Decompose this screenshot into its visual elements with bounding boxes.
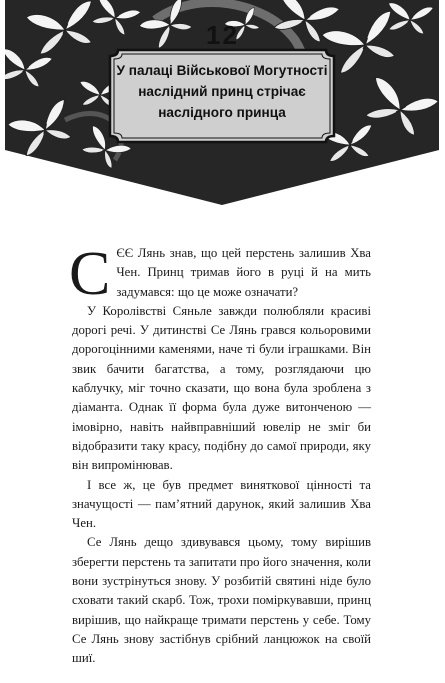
chapter-title <box>108 60 336 123</box>
chapter-title-plaque <box>108 48 336 144</box>
paragraph: І все ж, це був предмет виняткової цінності та значущості — пам’ятний дарунок, який залишив Хва Чен. <box>72 477 371 531</box>
paragraph <box>69 240 371 308</box>
chapter-number: 12 <box>206 20 239 50</box>
paragraph: У Королівстві Сяньле завжди полюбляли красиві дорогі речі. У дитинстві Се Лянь грався кольоровими дорогоцінними каменями, наче ті були іграшками. Він звик бачити багатства, а тому, розглядаючи цю каблучку, міг точно сказати, що вона була зроблена з діаманта. Однак її форма була дуже витонченою — імовірно, навіть найвправніший ювелір не зміг би відобразити таку красу, подібну до самої природи, яку він випромінював. <box>72 303 371 473</box>
chapter-title-line: У палаці Військової Могутності <box>116 63 328 78</box>
chapter-title-line: наслідний принц стрічає <box>138 84 306 99</box>
paragraph: Се Лянь дещо здивувався цьому, тому вирішив зберегти перстень та запитати про його значення, коли вони зустрінуться знову. У розбитій святині ніде було сховати такий скарб. Тож, трохи поміркувавши, принц вирішив, що найкраще тримати перстень у себе. Тому Се Лянь знову застібнув срібний ланцюжок на своїй шиї. <box>72 535 371 666</box>
chapter-body <box>69 240 371 669</box>
chapter-title-line: наслідного принца <box>158 105 286 120</box>
drop-cap: С <box>69 240 111 308</box>
paragraph-text: ЄЄ Лянь знав, що цей перстень залишив Хва Чен. Принц тримав його в руці й на мить задумався: що це може означати? <box>116 246 371 299</box>
